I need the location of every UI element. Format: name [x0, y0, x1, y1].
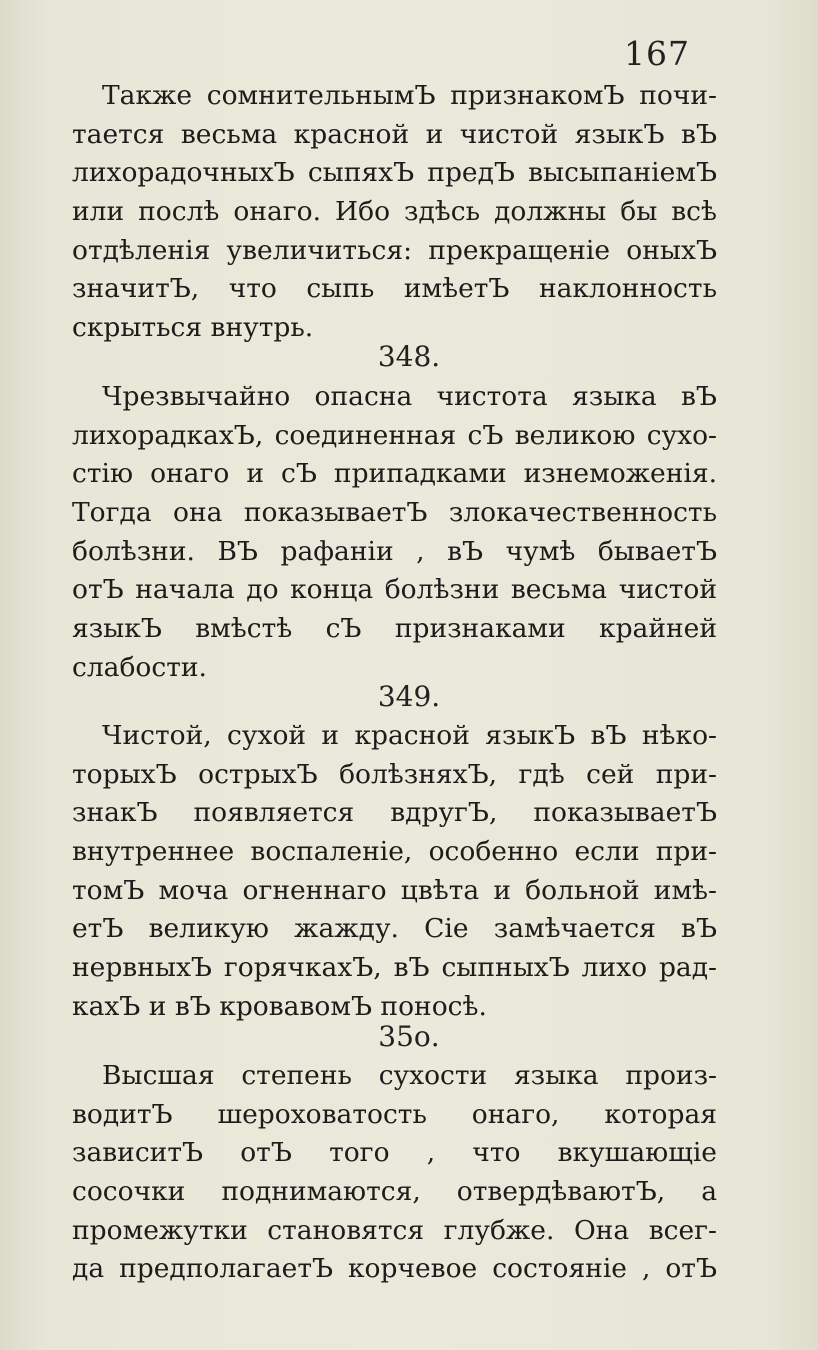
- text-line: отдѣленія увеличиться: прекращеніе оныхЪ: [72, 234, 717, 266]
- text-line: нервныхЪ горячкахЪ, вЪ сыпныхЪ лихо рад-: [72, 952, 717, 984]
- text-line: сосочки поднимаются, отвердѣваютЪ, а: [72, 1176, 717, 1208]
- text-line: значитЪ, что сыпь имѣетЪ наклонность: [72, 273, 717, 305]
- text-line: лихорадкахЪ, соединенная сЪ великою сухо-: [72, 419, 717, 451]
- text-line: скрыться внутрь.: [72, 312, 314, 344]
- text-line: Также сомнительнымЪ признакомЪ почи-: [102, 80, 717, 111]
- paragraph-348: [72, 378, 717, 688]
- text-line: знакЪ появляется вдругЪ, показываетЪ: [72, 797, 717, 829]
- paragraph-349: [72, 717, 717, 1027]
- text-line: слабости.: [72, 651, 207, 683]
- text-line: тается весьма красной и чистой языкЪ вЪ: [72, 118, 717, 150]
- text-line: промежутки становятся глубже. Она всег-: [72, 1214, 717, 1246]
- page-number: 167: [624, 34, 690, 73]
- text-line: томЪ моча огненнаго цвѣта и больной имѣ-: [72, 874, 717, 906]
- text-line: да предполагаетЪ корчевое состояніе , отЪ: [72, 1253, 717, 1285]
- text-line: Чистой, сухой и красной языкЪ вЪ нѣко-: [102, 720, 717, 751]
- text-line: Чрезвычайно опасна чистота языка вЪ: [102, 381, 717, 412]
- text-line: языкЪ вмѣстѣ сЪ признаками крайней: [72, 613, 717, 645]
- section-number-349: 349.: [377, 680, 441, 713]
- text-line: Тогда она показываетЪ злокачественность: [72, 497, 717, 529]
- text-line: стію онаго и сЪ припадками изнеможенія.: [72, 458, 717, 490]
- text-line: торыхЪ острыхЪ болѣзняхЪ, гдѣ сей при-: [72, 758, 717, 790]
- text-line: Высшая степень сухости языка произ-: [102, 1060, 717, 1091]
- text-line: етЪ великую жажду. Сіе замѣчается вЪ: [72, 913, 717, 945]
- text-line: кахЪ и вЪ кровавомЪ поносѣ.: [72, 990, 487, 1022]
- section-number-348: 348.: [377, 340, 441, 373]
- text-line: или послѣ онаго. Ибо здѣсь должны бы всѣ: [72, 196, 717, 228]
- text-line: внутреннее воспаленіе, особенно если при-: [72, 836, 717, 868]
- section-number-350: 35о.: [378, 1020, 440, 1053]
- text-line: зависитЪ отЪ того , что вкушающіе: [72, 1137, 717, 1169]
- text-line: болѣзни. ВЪ рафаніи , вЪ чумѣ бываетЪ: [72, 535, 717, 567]
- paragraph-347-tail: [72, 77, 717, 348]
- text-line: отЪ начала до конца болѣзни весьма чистой: [72, 574, 717, 606]
- text-line: лихорадочныхЪ сыпяхЪ предЪ высыпаніемЪ: [72, 157, 717, 189]
- text-line: водитЪ шероховатость онаго, которая: [72, 1098, 717, 1130]
- paragraph-350: [72, 1057, 717, 1289]
